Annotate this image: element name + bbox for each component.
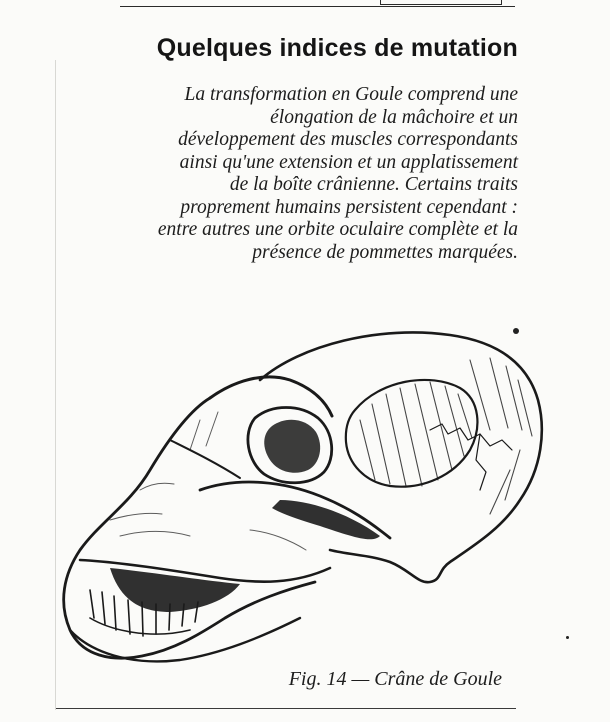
- top-rule-tab: [380, 0, 502, 5]
- intro-line: élongation de la mâchoire et un: [270, 106, 518, 128]
- article-title: Quelques indices de mutation: [156, 34, 518, 62]
- top-rule: [120, 6, 515, 7]
- scan-speck: [566, 636, 569, 639]
- intro-line: ainsi qu'une extension et un applatissement: [179, 151, 518, 173]
- intro-line: entre autres une orbite oculaire complète et la: [157, 219, 518, 240]
- orbit-shadow: [264, 420, 320, 473]
- intro-line: proprement humains persistent cependant :: [180, 196, 518, 218]
- intro-line: La transformation en Goule comprend une: [184, 84, 518, 105]
- scan-speck: [513, 328, 519, 334]
- article-intro: [48, 84, 518, 264]
- intro-line: développement des muscles correspondants: [178, 129, 518, 150]
- skull-illustration: [50, 300, 570, 680]
- nasal-ridge: [170, 440, 240, 478]
- bottom-rule: [56, 708, 516, 709]
- intro-line: présence de pommettes marquées.: [252, 241, 518, 263]
- intro-line: de la boîte crânienne. Certains traits: [229, 174, 518, 195]
- figure-caption: Fig. 14 — Crâne de Goule: [288, 668, 502, 690]
